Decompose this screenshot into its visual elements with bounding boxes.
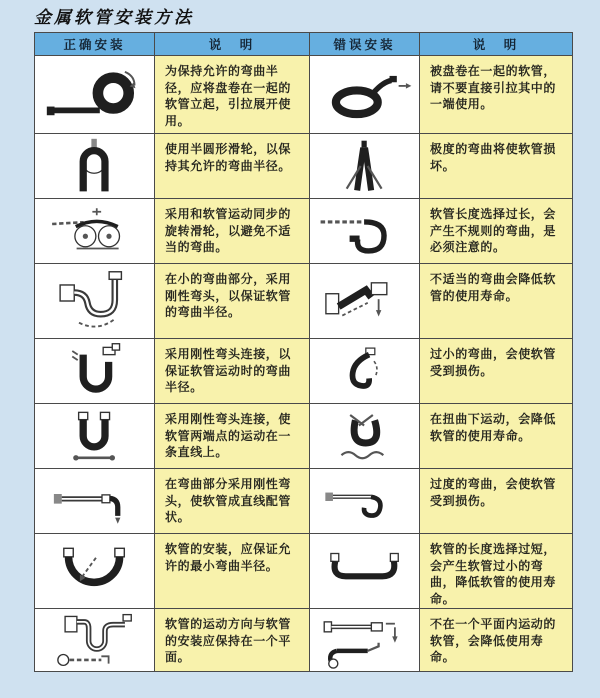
too-short-hose-flat-u-icon	[315, 543, 415, 599]
correct-illustration-cell	[35, 339, 155, 404]
correct-description: 为保持允许的弯曲半径，应将盘卷在一起的软管立起，引拉展开使用。	[155, 56, 310, 134]
wrong-description: 过小的弯曲，会使软管受到损伤。	[420, 339, 572, 404]
movement-kept-in-one-plane-trap-icon	[42, 611, 148, 669]
wrong-illustration-cell	[310, 404, 420, 469]
wrong-illustration-cell	[310, 199, 420, 264]
header-description-left: 说 明	[155, 33, 310, 56]
coiled-hose-stood-upright-icon	[42, 64, 148, 126]
too-small-bend-hook-icon	[320, 342, 410, 400]
wrong-illustration-cell	[310, 469, 420, 534]
rigid-elbow-at-small-bend-icon	[43, 268, 147, 334]
wrong-description: 软管的长度选择过短，会产生软管过小的弯曲，降低软管的使用寿命。	[420, 534, 572, 609]
wrong-description: 被盘卷在一起的软管，请不要直接引拉其中的一端使用。	[420, 56, 572, 134]
correct-description: 在弯曲部分采用刚性弯头，使软管成直线配管状。	[155, 469, 310, 534]
correct-illustration-cell	[35, 469, 155, 534]
wrong-illustration-cell	[310, 56, 420, 134]
u-loop-ends-move-on-straight-line-icon	[45, 406, 145, 466]
twisted-u-loop-icon	[317, 407, 413, 465]
straight-run-with-rigid-elbow-icon	[43, 473, 147, 529]
header-correct-install: 正确安装	[35, 33, 155, 56]
wrong-description: 在扭曲下运动，会降低软管的使用寿命。	[420, 404, 572, 469]
correct-illustration-cell	[35, 404, 155, 469]
movement-out-of-plane-icon	[315, 611, 415, 669]
correct-illustration-cell	[35, 609, 155, 671]
rigid-elbow-connection-u-loop-icon	[45, 341, 145, 401]
header-wrong-install: 错误安装	[310, 33, 420, 56]
correct-illustration-cell	[35, 134, 155, 199]
over-long-hose-irregular-bend-icon	[315, 202, 415, 260]
wrong-illustration-cell	[310, 264, 420, 339]
correct-description: 采用和软管运动同步的旋转滑轮，以避免不适当的弯曲。	[155, 199, 310, 264]
synchronized-rotating-pulleys-icon	[43, 203, 147, 259]
wrong-illustration-cell	[310, 134, 420, 199]
correct-description: 软管的安装，应保证允许的最小弯曲半径。	[155, 534, 310, 609]
correct-illustration-cell	[35, 534, 155, 609]
wrong-description: 不适当的弯曲会降低软管的使用寿命。	[420, 264, 572, 339]
semicircular-pulley-support-icon	[45, 137, 145, 195]
wrong-description: 软管长度选择过长，会产生不规则的弯曲，是必须注意的。	[420, 199, 572, 264]
page-title: 金属软管安装方法	[34, 8, 194, 28]
correct-description: 软管的运动方向与软管的安装应保持在一个平面。	[155, 609, 310, 671]
wrong-illustration-cell	[310, 339, 420, 404]
correct-description: 采用刚性弯头连接，使软管两端点的运动在一条直线上。	[155, 404, 310, 469]
installation-table	[34, 32, 573, 672]
correct-illustration-cell	[35, 264, 155, 339]
wrong-description: 过度的弯曲，会使软管受到损伤。	[420, 469, 572, 534]
minimum-bend-radius-u-icon	[43, 540, 147, 602]
wrong-description: 极度的弯曲将使软管损坏。	[420, 134, 572, 199]
improper-bend-at-fitting-icon	[315, 271, 415, 331]
correct-description: 采用刚性弯头连接，以保证软管运动时的弯曲半径。	[155, 339, 310, 404]
wrong-description: 不在一个平面内运动的软管，会降低使用寿命。	[420, 609, 572, 671]
correct-illustration-cell	[35, 56, 155, 134]
wrong-illustration-cell	[310, 609, 420, 671]
coiled-hose-pulled-directly-icon	[315, 65, 415, 125]
header-description-right: 说 明	[420, 33, 572, 56]
extreme-sharp-bend-icon	[317, 137, 413, 195]
correct-description: 使用半圆形滑轮，以保持其允许的弯曲半径。	[155, 134, 310, 199]
wrong-illustration-cell	[310, 534, 420, 609]
correct-description: 在小的弯曲部分，采用刚性弯头，以保证软管的弯曲半径。	[155, 264, 310, 339]
correct-illustration-cell	[35, 199, 155, 264]
over-bent-hose-end-icon	[315, 474, 415, 528]
